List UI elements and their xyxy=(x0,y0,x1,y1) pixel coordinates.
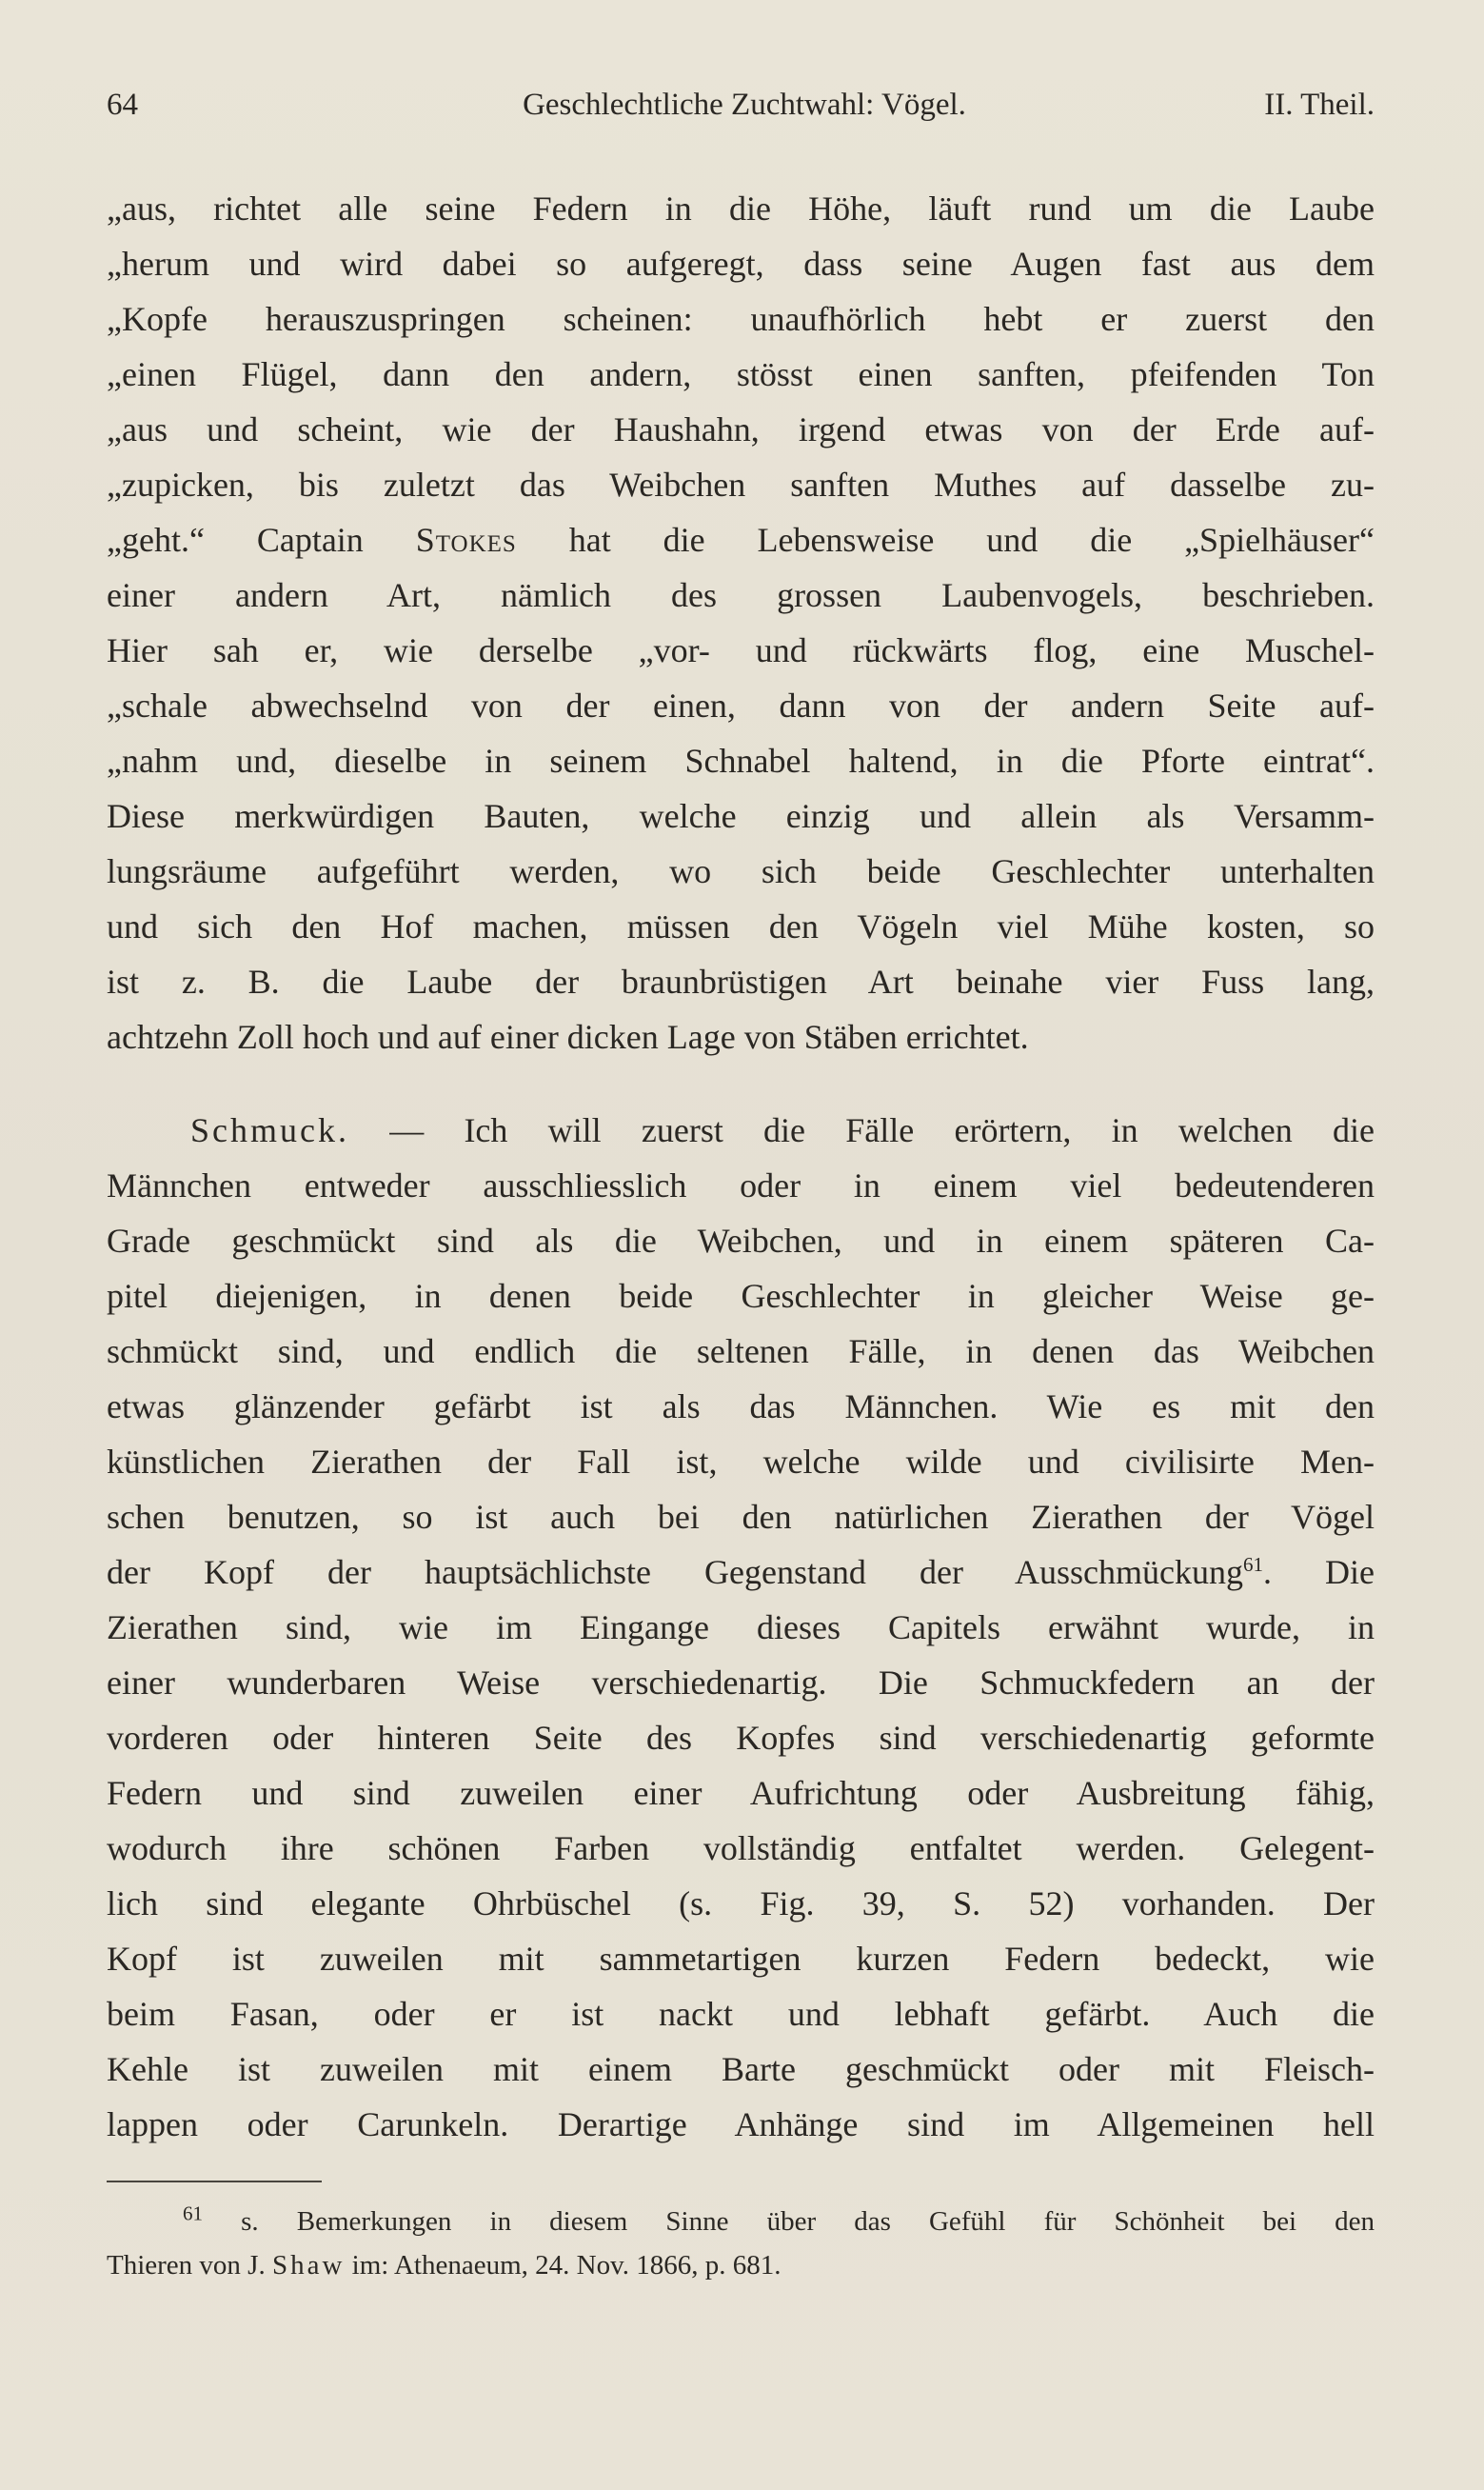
text-line: „zupicken, bis zuletzt das Weibchen sanften Muthes auf dasselbe zu- xyxy=(107,466,1375,504)
footnote xyxy=(107,2200,1375,2287)
text-run: s. Bemerkungen in diesem Sinne über das Gefühl für Schönheit bei den xyxy=(203,2206,1375,2237)
author-name: Stokes xyxy=(415,521,517,559)
text-line: „aus, richtet alle seine Federn in die Höhe, läuft rund um die Laube xyxy=(107,189,1375,228)
author-name: Shaw xyxy=(271,2250,346,2281)
text-line: künstlichen Zierathen der Fall ist, welche wilde und civilisirte Men- xyxy=(107,1443,1375,1481)
text-line: schen benutzen, so ist auch bei den natürlichen Zierathen der Vögel xyxy=(107,1498,1375,1536)
text-line: schmückt sind, und endlich die seltenen Fälle, in denen das Weibchen xyxy=(107,1332,1375,1370)
paragraph-gap xyxy=(107,1065,1375,1103)
text-line: Diese merkwürdigen Bauten, welche einzig und allein als Versamm- xyxy=(107,797,1375,835)
text-line: pitel diejenigen, in denen beide Geschlechter in gleicher Weise ge- xyxy=(107,1277,1375,1315)
page-number: 64 xyxy=(107,88,138,122)
footnote-number: 61 xyxy=(183,2201,203,2225)
footnote-line xyxy=(107,2200,1375,2243)
text-line: beim Fasan, oder er ist nackt und lebhaft gefärbt. Auch die xyxy=(107,1995,1375,2033)
text-line: Zierathen sind, wie im Eingange dieses Capitels erwähnt wurde, in xyxy=(107,1608,1375,1646)
text-line: „nahm und, dieselbe in seinem Schnabel haltend, in die Pforte eintrat“. xyxy=(107,742,1375,780)
footnote-line xyxy=(107,2243,1375,2287)
text-line: Grade geschmückt sind als die Weibchen, und in einem späteren Ca- xyxy=(107,1222,1375,1260)
text-line xyxy=(107,1544,1375,1600)
text-line: Federn und sind zuweilen einer Aufrichtung oder Ausbreitung fähig, xyxy=(107,1774,1375,1812)
text-line: einer andern Art, nämlich des grossen Laubenvogels, beschrieben. xyxy=(107,576,1375,614)
text-line: und sich den Hof machen, müssen den Vögeln viel Mühe kosten, so xyxy=(107,907,1375,946)
text-run: im: Athenaeum, 24. Nov. 1866, p. 681. xyxy=(345,2250,782,2281)
text-run: Thieren von J. xyxy=(107,2250,272,2281)
text-run: hat die Lebensweise und die „Spielhäuser“ xyxy=(516,521,1375,559)
text-line: etwas glänzender gefärbt ist als das Männchen. Wie es mit den xyxy=(107,1387,1375,1425)
text-line: wodurch ihre schönen Farben vollständig entfaltet werden. Gelegent- xyxy=(107,1829,1375,1867)
text-line: vorderen oder hinteren Seite des Kopfes sind verschiedenartig geformte xyxy=(107,1719,1375,1757)
text-line: ist z. B. die Laube der braunbrüstigen Art beinahe vier Fuss lang, xyxy=(107,963,1375,1001)
section-heading: Schmuck. xyxy=(190,1111,349,1149)
text-line: „Kopfe herauszuspringen scheinen: unaufhörlich hebt er zuerst den xyxy=(107,300,1375,338)
text-line: lappen oder Carunkeln. Derartige Anhänge sind im Allgemeinen hell xyxy=(107,2105,1375,2143)
text-line: lich sind elegante Ohrbüschel (s. Fig. 39, S. 52) vorhanden. Der xyxy=(107,1884,1375,1922)
text-line: Männchen entweder ausschliesslich oder in einem viel bedeutenderen xyxy=(107,1166,1375,1205)
text-line xyxy=(107,512,1375,568)
text-line: „einen Flügel, dann den andern, stösst einen sanften, pfeifenden Ton xyxy=(107,355,1375,393)
text-run: — Ich will zuerst die Fälle erörtern, in welchen die xyxy=(348,1111,1375,1149)
text-run: „geht.“ Captain xyxy=(107,521,416,559)
body-text xyxy=(107,181,1375,2152)
text-run: der Kopf der hauptsächlichste Gegenstand der Ausschmückung xyxy=(107,1553,1243,1591)
footnote-reference[interactable]: 61 xyxy=(1242,1553,1263,1576)
page-header xyxy=(107,88,1375,145)
section-line xyxy=(107,1103,1375,1158)
text-line: achtzehn Zoll hoch und auf einer dicken Lage von Stäben errichtet. xyxy=(107,1018,1029,1056)
part-label: II. Theil. xyxy=(1264,88,1375,122)
text-line: Hier sah er, wie derselbe „vor- und rückwärts flog, eine Muschel- xyxy=(107,631,1375,669)
footnote-rule xyxy=(107,2181,322,2182)
text-line: Kopf ist zuweilen mit sammetartigen kurzen Federn bedeckt, wie xyxy=(107,1940,1375,1978)
running-title: Geschlechtliche Zuchtwahl: Vögel. xyxy=(523,88,966,122)
text-line: Kehle ist zuweilen mit einem Barte geschmückt oder mit Fleisch- xyxy=(107,2050,1375,2088)
text-line: „herum und wird dabei so aufgeregt, dass seine Augen fast aus dem xyxy=(107,245,1375,283)
text-line: „aus und scheint, wie der Haushahn, irgend etwas von der Erde auf- xyxy=(107,410,1375,448)
text-line: lungsräume aufgeführt werden, wo sich beide Geschlechter unterhalten xyxy=(107,852,1375,890)
text-line: einer wunderbaren Weise verschiedenartig. Die Schmuckfedern an der xyxy=(107,1663,1375,1702)
text-run: . Die xyxy=(1262,1553,1375,1591)
text-line: „schale abwechselnd von der einen, dann von der andern Seite auf- xyxy=(107,687,1375,725)
